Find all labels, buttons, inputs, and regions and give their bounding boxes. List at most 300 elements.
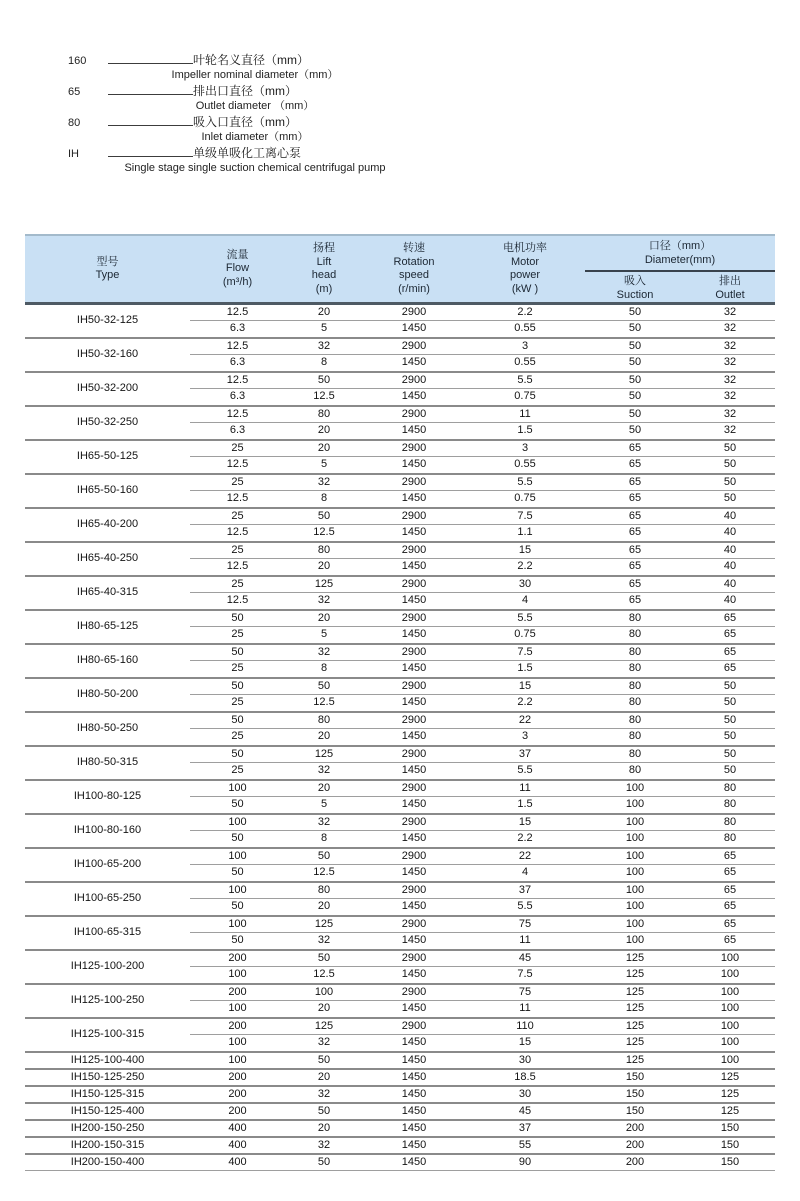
spec-value-cell: 80 [285, 542, 363, 559]
header-outlet-cn: 排出 [719, 275, 741, 287]
model-code-legend [55, 52, 455, 176]
spec-value-cell: 11 [465, 1001, 585, 1018]
spec-value-cell: 400 [190, 1120, 285, 1137]
spec-value-cell: 20 [285, 780, 363, 797]
spec-value-cell: 50 [285, 508, 363, 525]
header-flow-en: Flow [225, 262, 250, 275]
spec-value-cell: 2.2 [465, 695, 585, 712]
spec-value-cell: 80 [585, 610, 685, 627]
model-type-cell: IH80-65-160 [25, 644, 190, 678]
spec-value-cell: 2900 [363, 338, 465, 355]
spec-value-cell: 1.5 [465, 661, 585, 678]
spec-value-cell: 12.5 [190, 559, 285, 576]
model-type-cell: IH100-80-125 [25, 780, 190, 814]
spec-value-cell: 22 [465, 712, 585, 729]
spec-value-cell: 1.5 [465, 423, 585, 440]
spec-value-cell: 32 [685, 423, 775, 440]
spec-value-cell: 2900 [401, 306, 427, 318]
legend-label-en-impeller: Impeller nominal diameter（mm） [171, 68, 339, 81]
model-type-cell: IH100-80-160 [25, 814, 190, 848]
spec-value-cell: 75 [465, 984, 585, 1001]
spec-value-cell: 40 [685, 508, 775, 525]
spec-value-cell: 25 [190, 542, 285, 559]
spec-value-cell: 80 [585, 746, 685, 763]
spec-value-cell: 50 [685, 712, 775, 729]
spec-value-cell: 25 [190, 508, 285, 525]
spec-value-cell: 2900 [363, 848, 465, 865]
spec-row [25, 576, 775, 593]
spec-value-cell: 2900 [363, 814, 465, 831]
model-type-cell: IH65-50-125 [25, 440, 190, 474]
spec-value-cell: 200 [190, 984, 285, 1001]
spec-row [25, 780, 775, 797]
spec-value-cell: 6.3 [190, 389, 285, 406]
spec-value-cell: 1450 [363, 695, 465, 712]
spec-value-cell: 20 [285, 559, 363, 576]
spec-value-cell: 80 [285, 406, 363, 423]
spec-value-cell: 7.5 [465, 967, 585, 984]
header-type-en: Type [95, 269, 120, 281]
header-power-cn: 电机功率 [503, 242, 547, 254]
spec-value-cell: 2900 [363, 508, 465, 525]
legend-code-impeller: 160 [68, 55, 87, 67]
spec-value-cell: 80 [585, 763, 685, 780]
spec-row [25, 916, 775, 933]
spec-value-cell: 100 [585, 899, 685, 916]
spec-value-cell: 50 [585, 338, 685, 355]
legend-rule-line [108, 114, 193, 126]
spec-value-cell: 65 [585, 457, 685, 474]
header-diameter-cn: 口径（mm） [648, 240, 712, 252]
spec-value-cell: 5 [285, 797, 363, 814]
spec-value-cell: 0.75 [465, 389, 585, 406]
spec-value-cell: 200 [585, 1154, 685, 1171]
spec-value-cell: 40 [685, 559, 775, 576]
spec-value-cell: 20 [285, 899, 363, 916]
spec-value-cell: 1450 [363, 1069, 465, 1086]
spec-value-cell: 125 [585, 1018, 685, 1035]
spec-value-cell: 1450 [363, 797, 465, 814]
spec-value-cell: 20 [285, 423, 363, 440]
spec-value-cell: 1450 [363, 389, 465, 406]
spec-value-cell: 8 [285, 355, 363, 372]
model-type-cell: IH50-32-250 [25, 406, 190, 440]
header-flow [190, 235, 285, 304]
legend-label-en-inlet: Inlet diameter（mm） [201, 130, 309, 143]
spec-value-cell: 200 [190, 1086, 285, 1103]
spec-value-cell: 1450 [363, 1137, 465, 1154]
spec-value-cell: 5 [285, 321, 363, 338]
legend-rule-line [108, 145, 193, 157]
spec-value-cell: 40 [685, 525, 775, 542]
header-outlet [685, 275, 775, 302]
pump-spec-table [25, 234, 775, 1171]
spec-value-cell: 125 [585, 1035, 685, 1052]
spec-value-cell: 1450 [363, 661, 465, 678]
spec-value-cell: 1450 [363, 1001, 465, 1018]
spec-value-cell: 125 [285, 1018, 363, 1035]
spec-value-cell: 2900 [363, 984, 465, 1001]
spec-value-cell: 65 [585, 525, 685, 542]
spec-value-cell: 125 [685, 1086, 775, 1103]
table-body [25, 304, 775, 1171]
model-type-cell: IH100-65-250 [25, 882, 190, 916]
spec-value-cell: 80 [585, 695, 685, 712]
spec-value-cell: 200 [190, 1069, 285, 1086]
spec-value-cell: 12.5 [190, 525, 285, 542]
spec-value-cell: 75 [465, 916, 585, 933]
spec-row [25, 474, 775, 491]
spec-row [25, 1052, 775, 1069]
spec-row [25, 542, 775, 559]
spec-value-cell: 80 [585, 644, 685, 661]
header-diameter [585, 236, 775, 272]
spec-value-cell: 3 [465, 338, 585, 355]
model-type-cell: IH100-65-200 [25, 848, 190, 882]
spec-value-cell: 100 [585, 797, 685, 814]
spec-value-cell: 1450 [363, 831, 465, 848]
spec-value-cell: 125 [285, 576, 363, 593]
spec-row [25, 1103, 775, 1120]
spec-value-cell: 1450 [363, 1120, 465, 1137]
spec-value-cell: 50 [285, 678, 363, 695]
spec-value-cell: 65 [585, 508, 685, 525]
spec-row [25, 1086, 775, 1103]
spec-row [25, 712, 775, 729]
spec-value-cell: 125 [585, 950, 685, 967]
spec-value-cell: 5.5 [465, 610, 585, 627]
spec-row [25, 746, 775, 763]
spec-row [25, 678, 775, 695]
spec-value-cell: 32 [723, 306, 737, 318]
spec-value-cell: 11 [465, 933, 585, 950]
model-type-cell: IH80-50-200 [25, 678, 190, 712]
spec-value-cell: 25 [190, 627, 285, 644]
model-type-cell: IH100-65-315 [25, 916, 190, 950]
spec-value-cell: 32 [285, 593, 363, 610]
spec-value-cell: 50 [685, 440, 775, 457]
model-type-cell: IH125-100-250 [25, 984, 190, 1018]
spec-value-cell: 1450 [363, 763, 465, 780]
spec-value-cell: 65 [585, 491, 685, 508]
spec-value-cell: 65 [585, 559, 685, 576]
spec-value-cell: 50 [585, 406, 685, 423]
header-type-cn: 型号 [96, 255, 119, 268]
model-type-cell: IH80-50-315 [25, 746, 190, 780]
spec-value-cell: 1450 [363, 321, 465, 338]
spec-row [25, 1018, 775, 1035]
header-diameter-subcolumns [585, 272, 775, 302]
header-lift-en1: Lift [316, 255, 332, 268]
spec-value-cell: 125 [285, 916, 363, 933]
spec-value-cell: 50 [685, 474, 775, 491]
spec-value-cell: 200 [190, 1018, 285, 1035]
header-speed [363, 235, 465, 304]
spec-value-cell: 2900 [363, 542, 465, 559]
spec-value-cell: 32 [285, 1086, 363, 1103]
spec-value-cell: 100 [190, 780, 285, 797]
spec-value-cell: 12.5 [285, 525, 363, 542]
spec-value-cell: 40 [685, 576, 775, 593]
spec-value-cell: 1450 [363, 355, 465, 372]
spec-value-cell: 32 [285, 814, 363, 831]
spec-value-cell: 7.5 [465, 508, 585, 525]
spec-value-cell: 8 [285, 491, 363, 508]
spec-value-cell: 12.5 [285, 967, 363, 984]
model-type-cell: IH50-32-125 [76, 314, 139, 327]
spec-row [25, 814, 775, 831]
spec-value-cell: 12.5 [190, 457, 285, 474]
spec-value-cell: 8 [285, 831, 363, 848]
spec-value-cell: 65 [685, 610, 775, 627]
spec-value-cell: 1450 [363, 627, 465, 644]
spec-value-cell: 80 [585, 627, 685, 644]
spec-value-cell: 20 [285, 610, 363, 627]
spec-value-cell: 5.5 [465, 372, 585, 389]
header-flow-unit: (m³/h) [222, 275, 253, 288]
spec-value-cell: 110 [465, 1018, 585, 1035]
spec-value-cell: 150 [685, 1120, 775, 1137]
spec-value-cell: 150 [585, 1086, 685, 1103]
spec-value-cell: 1450 [363, 933, 465, 950]
spec-value-cell: 6.3 [190, 321, 285, 338]
header-power [465, 235, 585, 304]
spec-value-cell: 2900 [363, 882, 465, 899]
spec-value-cell: 200 [585, 1137, 685, 1154]
spec-value-cell: 1450 [363, 491, 465, 508]
model-type-cell: IH200-150-400 [25, 1154, 190, 1171]
spec-value-cell: 50 [285, 1052, 363, 1069]
spec-value-cell: 50 [685, 729, 775, 746]
spec-value-cell: 50 [685, 491, 775, 508]
spec-value-cell: 50 [585, 355, 685, 372]
spec-value-cell: 8 [285, 661, 363, 678]
spec-value-cell: 125 [585, 967, 685, 984]
legend-label-en-series: Single stage single suction chemical centrifugal pump [124, 161, 386, 174]
spec-value-cell: 20 [285, 1120, 363, 1137]
spec-value-cell: 1450 [363, 423, 465, 440]
header-lift-unit: (m) [315, 282, 333, 295]
spec-row [25, 1120, 775, 1137]
legend-label-cn-series: 单级单吸化工离心泵 [193, 146, 302, 160]
spec-value-cell: 40 [685, 593, 775, 610]
spec-value-cell: 32 [285, 1035, 363, 1052]
spec-value-cell: 2900 [363, 610, 465, 627]
spec-value-cell: 2900 [363, 440, 465, 457]
spec-value-cell: 2900 [363, 406, 465, 423]
spec-value-cell: 150 [685, 1154, 775, 1171]
model-type-cell: IH50-32-200 [25, 372, 190, 406]
model-type-cell: IH80-65-125 [25, 610, 190, 644]
spec-value-cell: 50 [685, 695, 775, 712]
model-type-cell: IH200-150-315 [25, 1137, 190, 1154]
spec-value-cell: 100 [585, 831, 685, 848]
legend-label-cn-outlet: 排出口直径（mm） [193, 84, 297, 98]
spec-value-cell: 65 [685, 627, 775, 644]
header-suction-cn: 吸入 [624, 275, 646, 287]
spec-value-cell: 50 [190, 678, 285, 695]
spec-value-cell: 1450 [363, 593, 465, 610]
spec-value-cell: 2900 [363, 1018, 465, 1035]
spec-value-cell: 32 [685, 338, 775, 355]
spec-value-cell: 1450 [363, 967, 465, 984]
spec-value-cell: 100 [190, 848, 285, 865]
spec-value-cell: 100 [685, 1052, 775, 1069]
spec-value-cell: 20 [317, 306, 331, 318]
spec-value-cell: 125 [585, 984, 685, 1001]
spec-value-cell: 125 [685, 1069, 775, 1086]
spec-value-cell: 3 [465, 440, 585, 457]
spec-value-cell: 100 [190, 1001, 285, 1018]
legend-code-inlet: 80 [68, 117, 81, 129]
spec-value-cell: 45 [465, 950, 585, 967]
spec-value-cell: 0.55 [465, 457, 585, 474]
spec-value-cell: 32 [285, 933, 363, 950]
header-lift-en2: head [311, 269, 337, 281]
spec-row [25, 1069, 775, 1086]
spec-value-cell: 100 [685, 950, 775, 967]
spec-value-cell: 2900 [363, 746, 465, 763]
spec-value-cell: 12.5 [285, 865, 363, 882]
spec-value-cell: 80 [285, 882, 363, 899]
spec-value-cell: 100 [585, 916, 685, 933]
spec-value-cell: 0.75 [465, 627, 585, 644]
spec-value-cell: 2900 [363, 372, 465, 389]
spec-value-cell: 65 [685, 899, 775, 916]
legend-row-impeller [55, 52, 455, 68]
header-lift-cn: 扬程 [313, 242, 335, 254]
spec-value-cell: 50 [190, 797, 285, 814]
spec-value-cell: 5.5 [465, 763, 585, 780]
legend-code-outlet: 65 [68, 86, 81, 98]
spec-value-cell: 12.5 [190, 593, 285, 610]
spec-value-cell: 150 [585, 1103, 685, 1120]
spec-value-cell: 50 [685, 763, 775, 780]
spec-value-cell: 32 [285, 763, 363, 780]
spec-value-cell: 100 [585, 814, 685, 831]
model-type-cell: IH80-50-250 [25, 712, 190, 746]
header-diameter-en: Diameter(mm) [644, 253, 716, 266]
spec-value-cell: 80 [585, 729, 685, 746]
spec-value-cell: 37 [465, 882, 585, 899]
header-lift [285, 235, 363, 304]
spec-row [25, 848, 775, 865]
spec-value-cell: 11 [465, 780, 585, 797]
spec-value-cell: 125 [285, 746, 363, 763]
spec-value-cell: 2900 [363, 678, 465, 695]
spec-value-cell: 32 [685, 372, 775, 389]
model-type-cell: IH125-100-400 [25, 1052, 190, 1069]
spec-value-cell: 25 [190, 729, 285, 746]
spec-value-cell: 80 [685, 797, 775, 814]
legend-row-outlet [55, 83, 455, 99]
spec-value-cell: 200 [585, 1120, 685, 1137]
model-type-cell: IH65-50-160 [25, 474, 190, 508]
spec-value-cell: 12.5 [190, 406, 285, 423]
spec-value-cell: 50 [285, 1154, 363, 1171]
header-speed-cn: 转速 [403, 242, 425, 254]
spec-value-cell: 15 [465, 1035, 585, 1052]
spec-value-cell: 100 [685, 1035, 775, 1052]
spec-value-cell: 100 [685, 967, 775, 984]
spec-value-cell: 2.2 [517, 306, 533, 318]
spec-value-cell: 125 [685, 1103, 775, 1120]
spec-value-cell: 1450 [363, 1086, 465, 1103]
spec-row [25, 882, 775, 899]
spec-value-cell: 100 [685, 1018, 775, 1035]
spec-value-cell: 100 [585, 848, 685, 865]
spec-value-cell: 125 [585, 1052, 685, 1069]
spec-value-cell: 25 [190, 661, 285, 678]
spec-value-cell: 50 [190, 831, 285, 848]
spec-value-cell: 65 [585, 593, 685, 610]
spec-value-cell: 50 [285, 1103, 363, 1120]
spec-value-cell: 15 [465, 678, 585, 695]
spec-value-cell: 100 [190, 882, 285, 899]
spec-value-cell: 2900 [363, 474, 465, 491]
spec-value-cell: 12.5 [285, 389, 363, 406]
spec-value-cell: 1450 [363, 525, 465, 542]
spec-value-cell: 2.2 [465, 559, 585, 576]
spec-value-cell: 32 [685, 389, 775, 406]
spec-value-cell: 100 [585, 780, 685, 797]
spec-value-cell: 65 [585, 474, 685, 491]
table-header [25, 235, 775, 304]
spec-value-cell: 50 [685, 678, 775, 695]
spec-value-cell: 100 [585, 865, 685, 882]
model-type-cell: IH125-100-200 [25, 950, 190, 984]
spec-value-cell: 65 [685, 882, 775, 899]
spec-value-cell: 200 [190, 950, 285, 967]
spec-value-cell: 30 [465, 1052, 585, 1069]
model-type-cell: IH200-150-250 [25, 1120, 190, 1137]
spec-value-cell: 50 [190, 644, 285, 661]
spec-value-cell: 80 [285, 712, 363, 729]
spec-value-cell: 20 [285, 729, 363, 746]
spec-row [25, 610, 775, 627]
header-power-en1: Motor [510, 255, 540, 268]
spec-value-cell: 100 [190, 967, 285, 984]
spec-value-cell: 50 [190, 899, 285, 916]
spec-value-cell: 0.55 [465, 355, 585, 372]
spec-value-cell: 50 [585, 423, 685, 440]
spec-value-cell: 50 [190, 933, 285, 950]
spec-value-cell: 200 [190, 1103, 285, 1120]
spec-value-cell: 50 [628, 306, 642, 318]
spec-value-cell: 1450 [363, 729, 465, 746]
spec-value-cell: 65 [585, 440, 685, 457]
spec-value-cell: 18.5 [465, 1069, 585, 1086]
spec-value-cell: 37 [465, 1120, 585, 1137]
spec-value-cell: 100 [190, 814, 285, 831]
spec-value-cell: 5 [285, 627, 363, 644]
header-speed-unit: (r/min) [398, 282, 430, 295]
spec-value-cell: 1450 [363, 457, 465, 474]
spec-value-cell: 2900 [363, 644, 465, 661]
spec-value-cell: 37 [465, 746, 585, 763]
spec-value-cell: 50 [685, 746, 775, 763]
spec-value-cell: 100 [685, 984, 775, 1001]
spec-value-cell: 100 [585, 933, 685, 950]
spec-row [25, 984, 775, 1001]
spec-value-cell: 125 [585, 1001, 685, 1018]
spec-value-cell: 1.1 [465, 525, 585, 542]
spec-value-cell: 32 [685, 406, 775, 423]
spec-value-cell: 2900 [363, 950, 465, 967]
spec-value-cell: 11 [465, 406, 585, 423]
spec-value-cell: 80 [685, 814, 775, 831]
spec-value-cell: 15 [465, 542, 585, 559]
